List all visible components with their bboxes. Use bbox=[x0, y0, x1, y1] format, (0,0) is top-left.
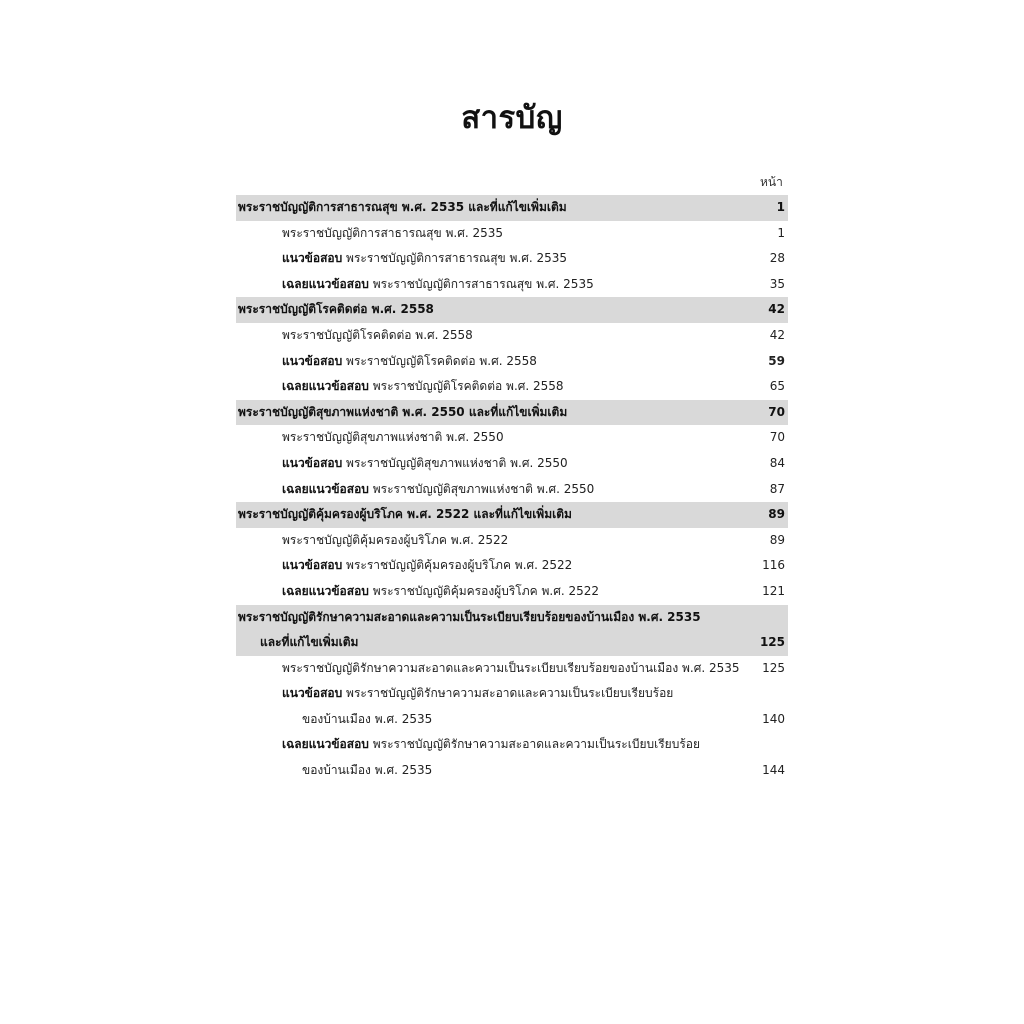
toc-entry-row[interactable] bbox=[236, 477, 788, 503]
toc-entry-row[interactable] bbox=[236, 681, 788, 707]
toc-entry-row[interactable] bbox=[236, 451, 788, 477]
toc-page-number: 144 bbox=[762, 763, 785, 778]
toc-entry-prefix: เฉลยแนวข้อสอบ bbox=[282, 379, 369, 394]
toc-entry-row[interactable] bbox=[236, 553, 788, 579]
toc-page-number: 70 bbox=[768, 404, 785, 419]
toc-entry-text bbox=[282, 528, 508, 554]
toc-entry-title: และที่แก้ไขเพิ่มเติม bbox=[260, 635, 359, 650]
toc-page-number: 116 bbox=[762, 558, 785, 573]
toc-entry-prefix: แนวข้อสอบ bbox=[282, 558, 343, 573]
toc-entry-text bbox=[282, 272, 594, 298]
toc-entry-prefix: เฉลยแนวข้อสอบ bbox=[282, 583, 369, 598]
toc-entry-text bbox=[282, 656, 740, 682]
toc-entry-text bbox=[282, 681, 673, 707]
toc-entry-title: พระราชบัญญัติการสาธารณสุข พ.ศ. 2535 bbox=[342, 251, 568, 266]
toc-entry-prefix: เฉลยแนวข้อสอบ bbox=[282, 737, 369, 752]
toc-entry-text bbox=[282, 553, 572, 579]
toc-page-number: 35 bbox=[769, 276, 785, 291]
toc-entry-title: พระราชบัญญัติคุ้มครองผู้บริโภค พ.ศ. 2522 bbox=[342, 558, 573, 573]
toc-page-number: 1 bbox=[777, 225, 785, 240]
toc-entry-text bbox=[238, 400, 567, 426]
toc-entry-row[interactable] bbox=[236, 323, 788, 349]
toc-entry-row[interactable] bbox=[236, 425, 788, 451]
toc-entry-title: พระราชบัญญัติรักษาความสะอาดและความเป็นระเบียบเรียบร้อยของบ้านเมือง พ.ศ. 2535 bbox=[282, 660, 740, 675]
toc-page-number: 89 bbox=[769, 532, 785, 547]
toc-entry-row[interactable] bbox=[236, 528, 788, 554]
toc-entry-title: พระราชบัญญัติสุขภาพแห่งชาติ พ.ศ. 2550 bbox=[282, 430, 504, 445]
toc-entry-text bbox=[302, 707, 432, 733]
toc-entry-row[interactable] bbox=[236, 221, 788, 247]
toc-entry-title: ของบ้านเมือง พ.ศ. 2535 bbox=[302, 763, 433, 778]
toc-entry-prefix: แนวข้อสอบ bbox=[282, 686, 343, 701]
toc-entry-prefix: แนวข้อสอบ bbox=[282, 251, 343, 266]
toc-entry-text bbox=[282, 221, 503, 247]
toc-entry-text bbox=[282, 732, 700, 758]
toc-entry-title: พระราชบัญญัติสุขภาพแห่งชาติ พ.ศ. 2550 bbox=[368, 481, 595, 496]
toc-entry-title: พระราชบัญญัติรักษาความสะอาดและความเป็นระเบียบเรียบร้อย bbox=[368, 737, 700, 752]
toc-entry-text bbox=[238, 605, 701, 631]
toc-page-number: 28 bbox=[769, 251, 785, 266]
toc-entry-prefix: เฉลยแนวข้อสอบ bbox=[282, 481, 369, 496]
toc-page-number: 59 bbox=[768, 353, 785, 368]
toc-page-number: 70 bbox=[769, 430, 785, 445]
toc-entry-title: พระราชบัญญัติสุขภาพแห่งชาติ พ.ศ. 2550 bbox=[342, 455, 568, 470]
toc-entry-row[interactable] bbox=[236, 758, 788, 784]
toc-entry-text bbox=[260, 630, 358, 656]
toc-page-number: 87 bbox=[769, 481, 785, 496]
toc-entry-text bbox=[302, 758, 432, 784]
toc-page-number: 42 bbox=[768, 302, 785, 317]
toc-entry-text bbox=[282, 349, 537, 375]
toc-entry-row[interactable] bbox=[236, 707, 788, 733]
toc-entry-text bbox=[282, 425, 504, 451]
toc-section-row[interactable] bbox=[236, 400, 788, 426]
toc-entry-prefix: แนวข้อสอบ bbox=[282, 353, 343, 368]
toc-entry-title: พระราชบัญญัติรักษาความสะอาดและความเป็นระเบียบเรียบร้อย bbox=[342, 686, 674, 701]
toc-section-row[interactable] bbox=[236, 297, 788, 323]
toc-entry-title: พระราชบัญญัติคุ้มครองผู้บริโภค พ.ศ. 2522 bbox=[282, 532, 509, 547]
toc-page-number: 140 bbox=[762, 711, 785, 726]
toc-entry-text bbox=[238, 297, 434, 323]
toc-entry-prefix: เฉลยแนวข้อสอบ bbox=[282, 276, 369, 291]
toc-page-number: 89 bbox=[768, 507, 785, 522]
toc-section-row[interactable] bbox=[236, 195, 788, 221]
toc-section-row[interactable] bbox=[236, 605, 788, 631]
toc-entry-row[interactable] bbox=[236, 246, 788, 272]
toc-section-row[interactable] bbox=[236, 630, 788, 656]
table-of-contents bbox=[236, 195, 788, 784]
toc-entry-title: พระราชบัญญัติสุขภาพแห่งชาติ พ.ศ. 2550 และที่แก้ไขเพิ่มเติม bbox=[238, 404, 568, 419]
toc-entry-text bbox=[282, 451, 568, 477]
toc-entry-title: พระราชบัญญัติการสาธารณสุข พ.ศ. 2535 bbox=[368, 276, 594, 291]
page-title: สารบัญ bbox=[461, 100, 563, 136]
toc-entry-row[interactable] bbox=[236, 349, 788, 375]
toc-page-number: 84 bbox=[769, 455, 785, 470]
toc-page-number: 121 bbox=[762, 583, 785, 598]
toc-entry-title: พระราชบัญญัติโรคติดต่อ พ.ศ. 2558 bbox=[282, 327, 473, 342]
toc-entry-title: พระราชบัญญัติโรคติดต่อ พ.ศ. 2558 bbox=[238, 302, 434, 317]
toc-section-row[interactable] bbox=[236, 502, 788, 528]
toc-page-number: 125 bbox=[759, 635, 785, 650]
toc-entry-text bbox=[238, 195, 567, 221]
toc-entry-row[interactable] bbox=[236, 732, 788, 758]
toc-entry-row[interactable] bbox=[236, 579, 788, 605]
toc-page-number: 42 bbox=[769, 327, 785, 342]
toc-entry-title: พระราชบัญญัติคุ้มครองผู้บริโภค พ.ศ. 2522 bbox=[368, 583, 599, 598]
toc-entry-row[interactable] bbox=[236, 374, 788, 400]
toc-entry-title: พระราชบัญญัติโรคติดต่อ พ.ศ. 2558 bbox=[342, 353, 537, 368]
toc-entry-row[interactable] bbox=[236, 272, 788, 298]
toc-entry-title: พระราชบัญญัติการสาธารณสุข พ.ศ. 2535 และที่แก้ไขเพิ่มเติม bbox=[238, 200, 567, 214]
toc-page-number: 65 bbox=[769, 379, 785, 394]
page-column-label: หน้า bbox=[760, 175, 783, 189]
toc-entry-text bbox=[238, 502, 572, 528]
toc-entry-title: พระราชบัญญัติรักษาความสะอาดและความเป็นระเบียบเรียบร้อยของบ้านเมือง พ.ศ. 2535 bbox=[238, 609, 701, 624]
toc-page-number: 1 bbox=[776, 200, 785, 214]
toc-entry-row[interactable] bbox=[236, 656, 788, 682]
toc-entry-title: พระราชบัญญัติการสาธารณสุข พ.ศ. 2535 bbox=[282, 225, 503, 240]
toc-entry-title: ของบ้านเมือง พ.ศ. 2535 bbox=[302, 711, 433, 726]
toc-entry-text bbox=[282, 246, 567, 272]
toc-entry-title: พระราชบัญญัติคุ้มครองผู้บริโภค พ.ศ. 2522 และที่แก้ไขเพิ่มเติม bbox=[238, 507, 572, 522]
toc-entry-prefix: แนวข้อสอบ bbox=[282, 455, 343, 470]
toc-entry-title: พระราชบัญญัติโรคติดต่อ พ.ศ. 2558 bbox=[368, 379, 564, 394]
toc-entry-text bbox=[282, 323, 473, 349]
toc-page-number: 125 bbox=[762, 660, 785, 675]
toc-entry-text bbox=[282, 477, 594, 503]
toc-entry-text bbox=[282, 579, 599, 605]
toc-entry-text bbox=[282, 374, 564, 400]
